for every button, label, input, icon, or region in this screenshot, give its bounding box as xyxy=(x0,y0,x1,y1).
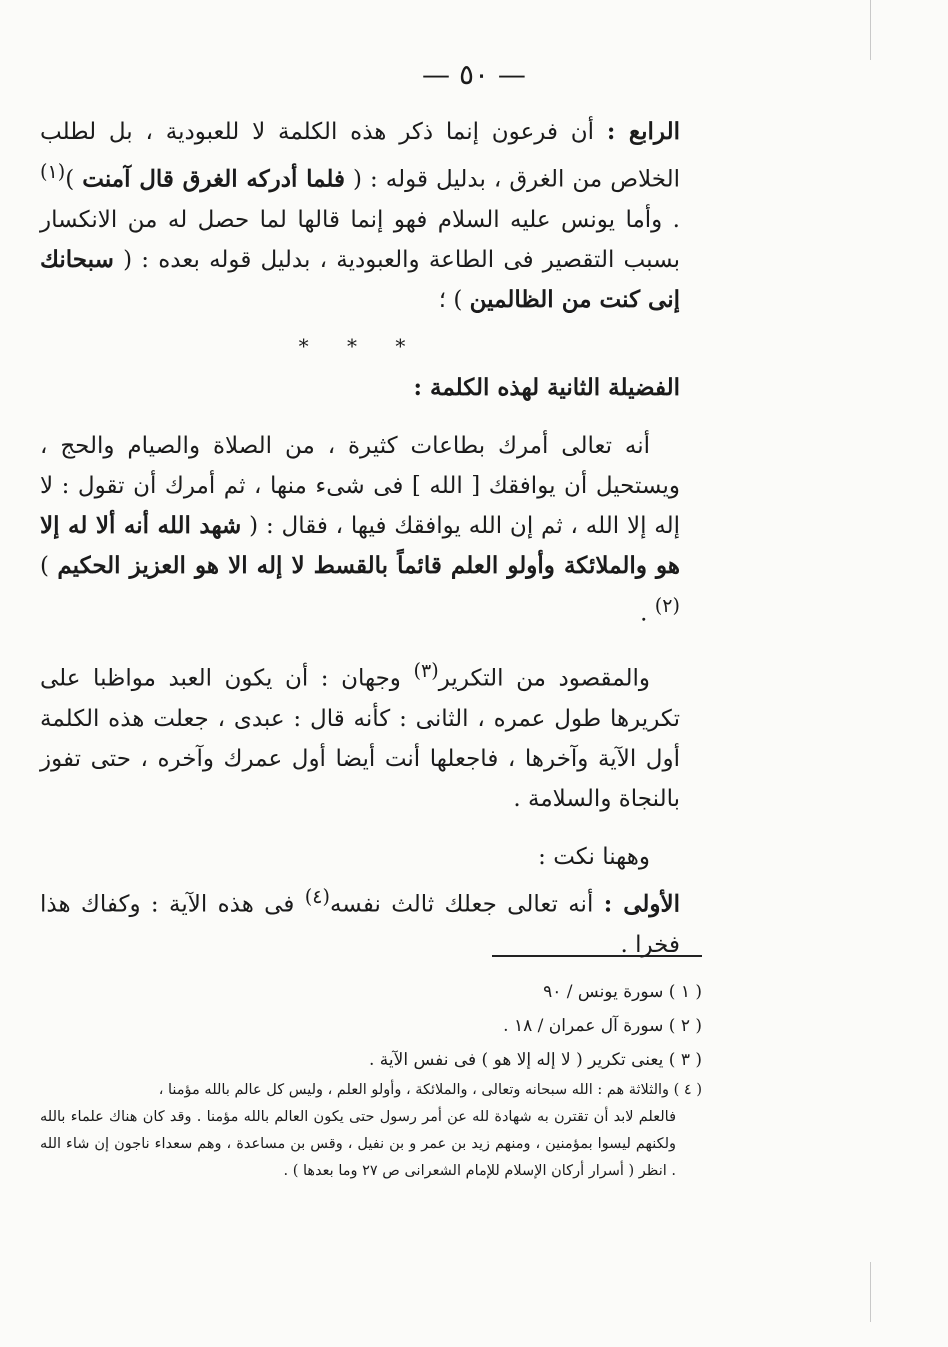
footnote-ref: (٣) xyxy=(413,659,439,683)
section-heading: الفضيلة الثانية لهذه الكلمة : xyxy=(413,373,680,401)
paragraph-fourth xyxy=(40,112,680,320)
main-text xyxy=(40,112,680,965)
footnote-1: ( ١ ) سورة يونس / ٩٠ xyxy=(543,982,702,1002)
paragraph-lead: الأولى : xyxy=(603,890,681,918)
scan-edge-mark xyxy=(870,0,871,60)
paragraph-text: أنه تعالى جعلك ثالث نفسه xyxy=(329,891,594,918)
quran-quote: شهد الله أنه ألا له إلا هو والملائكة وأولو العلم قائماً بالقسط لا إله الا هو العزيز الحكيم xyxy=(40,511,681,579)
paragraph-text: فى هذه الآية : وكفاك هذا فخرا . xyxy=(40,891,680,958)
paragraph-second-virtue xyxy=(40,426,680,634)
paragraph-points: وههنا نكت : xyxy=(538,843,650,870)
footnote-4 xyxy=(40,1077,702,1185)
footnote-ref: (٢) xyxy=(654,593,680,617)
footnote-ref: (١) xyxy=(40,160,66,183)
footnote-4-body: فالعلم لابد أن تقترن به شهادة لله عن أمر رسول حتى يكون العالم بالله مؤمنا . وقد كان هناك علماء بالله ولكنهم ليسوا بمؤمنين ، ومنهم زيد بن عمر و بن نفيل ، وقس بن مساعدة ، وهم سعداء ناجون إن شاء الله . انظر ( أسرار أركان الإسلام للإمام الشعرانى ص ٢٧ وما بعدها ) . xyxy=(40,1109,676,1179)
footnotes xyxy=(40,975,702,1185)
paragraph-text: ) xyxy=(40,552,49,579)
paragraph-text: وجهان : أن يكون العبد مواظبا على تكريرها طول عمره ، الثانى : كأنه قال : عبدى ، جعلت هذه الكلمة أول الآية وآخرها ، فاجعلها أنت أيضا أول عمرك وآخره ، حتى تفوز بالنجاة والسلامة . xyxy=(40,665,680,812)
footnote-divider xyxy=(492,955,702,957)
scan-edge-mark xyxy=(870,1262,871,1322)
paragraph-text: . xyxy=(640,600,648,627)
paragraph-repetition xyxy=(40,651,680,819)
quran-quote: فلما أدركه الغرق قال آمنت xyxy=(82,165,346,193)
footnote-4-lead: ( ٤ ) والثلاثة هم : الله سبحانه وتعالى ، والملائكة ، وأولو العلم ، وليس كل عالم بالله مؤمنا ، xyxy=(158,1082,702,1098)
footnote-ref: (٤) xyxy=(304,884,330,908)
footnote-2: ( ٢ ) سورة آل عمران / ١٨ . xyxy=(503,1016,702,1036)
quran-quote: سبحانك إنى كنت من الظالمين xyxy=(40,245,680,313)
paragraph-lead: الرابع : xyxy=(606,118,681,145)
footnote-3: ( ٣ ) يعنى تكرير ( لا إله إلا هو ) فى نفس الآية . xyxy=(368,1050,702,1070)
paragraph-text: أنه تعالى أمرك بطاعات كثيرة ، من الصلاة والصيام والحج ، ويستحيل أن يوافقك [ الله ] فى شىء منها ، ثم أمرك أن تقول : لا إله إلا الله ، ثم إن الله يوافقك فيها ، فقال : ( xyxy=(40,432,681,539)
paragraph-first-point xyxy=(40,877,680,965)
page-number: — ٥٠ — xyxy=(422,58,526,91)
paragraph-text: ) xyxy=(65,166,75,193)
paragraph-text: أن فرعون إنما ذكر هذه الكلمة لا للعبودية ، بل لطلب الخلاص من الغرق ، بدليل قوله : ( xyxy=(40,119,680,193)
paragraph-text: ) ؛ xyxy=(438,286,463,313)
paragraph-text: . وأما يونس عليه السلام فهو إنما قالها لما حصل له من الانكسار بسبب التقصير فى الطاعة والعبودية ، بدليل قوله بعده : ( xyxy=(40,206,681,273)
section-separator: * * * xyxy=(298,333,422,358)
paragraph-text: والمقصود من التكرير xyxy=(438,665,650,692)
